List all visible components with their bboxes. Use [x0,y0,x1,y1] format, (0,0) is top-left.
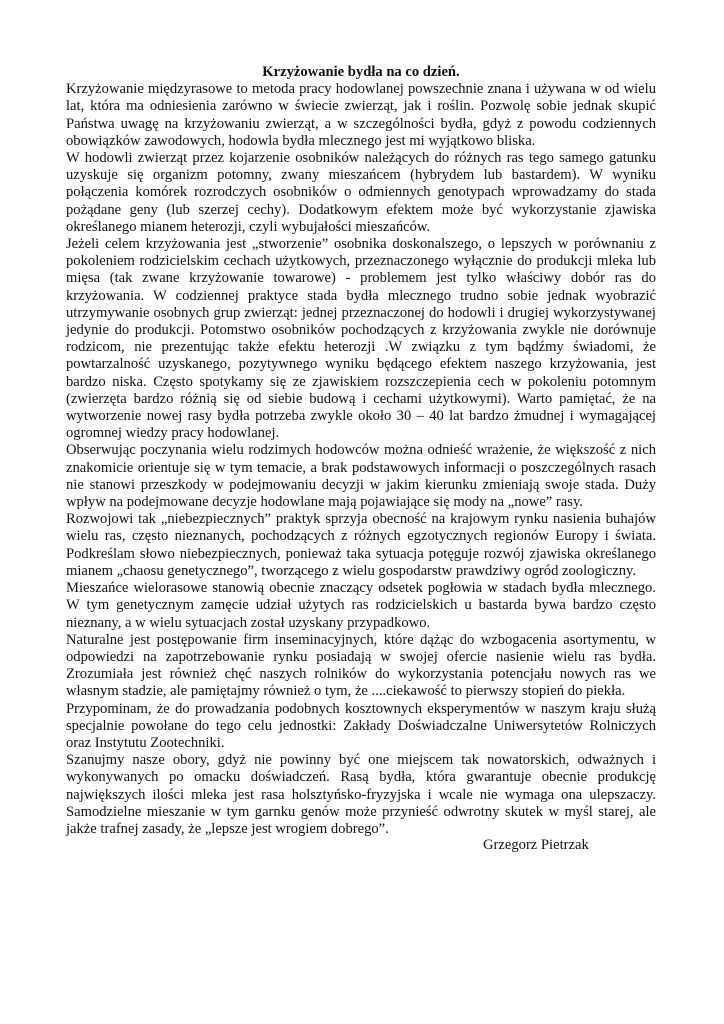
paragraph-dangerous-practices: Rozwojowi tak „niebezpiecznych” praktyk sprzyja obecność na krajowym rynku nasienia buhajów wielu ras, często nieznanych, pochodzących z różnych egzotycznych regionów Europy i świata. Podkreślam słowo niebezpiecznych, ponieważ taka sytuacja potęguje rozwój zjawiska określanego mianem „chaosu genetycznego”, tworzącego z wielu gospodarstw prawdziwy ogród zoologiczny. [66,511,656,579]
paragraph-breeder-observations: Obserwując poczynania wielu rodzimych hodowców można odnieść wrażenie, że większość z nich znakomicie orientuje się w tym temacie, a brak podstawowych informacji o poszczególnych rasach nie stanowi przeszkody w podejmowaniu decyzji w jakim kierunku zmieniają swoje stada. Duży wpływ na podejmowane decyzje hodowlane mają pojawiające się mody na „nowe” rasy. [66,442,656,511]
paragraph-conclusion: Szanujmy nasze obory, gdyż nie powinny być one miejscem tak nowatorskich, odważnych i wykonywanych po omacku doświadczeń. Rasą bydła, która gwarantuje obecnie produkcję największych ilości mleka jest rasa holsztyńsko-fryzyjska i wcale nie wymaga ona ulepszaczy. Samodzielne mieszanie w tym garnku genów może przynieść odwrotny skutek w myśl starej, ale jakże trafnej zasady, że „lepsze jest wrogiem dobrego”. [66,752,656,837]
paragraph-crossbreeding-goal: Jeżeli celem krzyżowania jest „stworzenie” osobnika doskonalszego, o lepszych w porównaniu z pokoleniem rodzicielskim cechach użytkowych, przeznaczonego wyłącznie do produkcji mleka lub mięsa (tak zwane krzyżowanie towarowe) - problemem jest tylko właściwy dobór ras do krzyżowania. W codziennej praktyce stada bydła mlecznego trudno sobie jednak wyobrazić utrzymywanie osobnych grup zwierząt: jednej przeznaczonej do hodowli i drugiej wykorzystywanej jedynie do produkcji. Potomstwo osobników pochodzących z krzyżowania zwykle nie dorównuje rodzicom, nie prezentując także efektu heterozji .W związku z tym bądźmy świadomi, że powtarzalność uzyskanego, pozytywnego wyniku będącego efektem naszego krzyżowania, jest bardzo niska. Często spotykamy się ze zjawiskiem rozszczepienia cech w pokoleniu potomnym (zwierzęta bardzo różnią się od siebie budową i cechami użytkowymi). Warto pamiętać, że na wytworzenie nowej rasy bydła potrzeba zwykle około 30 – 40 lat bardzo żmudnej i wymagającej ogromnej wiedzy pracy hodowlanej. [66,236,656,442]
paragraph-intro: Krzyżowanie międzyrasowe to metoda pracy hodowlanej powszechnie znana i używana w od wielu lat, która ma odniesienia zarówno w świecie zwierząt, jak i roślin. Pozwolę sobie jednak skupić Państwa uwagę na krzyżowaniu zwierząt, a w szczególności bydła, gdyż z powodu codziennych obowiązków zawodowych, hodowla bydła mlecznego jest mi wyjątkowo bliska. [66,81,656,149]
paragraph-insemination-firms: Naturalne jest postępowanie firm inseminacyjnych, które dążąc do wzbogacenia asortymentu, w odpowiedzi na zapotrzebowanie rynku posiadają w swojej ofercie nasienie wielu ras bydła. Zrozumiała jest również chęć naszych rolników do wykorzystania potencjału nowych ras we własnym stadzie, ale pamiętajmy również o tym, że ....ciekawość to pierwszy stopień do piekła. [66,631,656,700]
paragraph-hybrid-definition: W hodowli zwierząt przez kojarzenie osobników należących do różnych ras tego samego gatunku uzyskuje się organizm potomny, zwany mieszańcem (hybrydem lub bastardem). W wyniku połączenia komórek rozrodczych osobników o odmiennych genotypach wprowadzamy do stada pożądane geny (lub szerzej cechy). Dodatkowym efektem może być wykorzystanie zjawiska określanego mianem heterozji, czyli wybujałości mieszańców. [66,150,656,235]
paragraph-experimental-units: Przypominam, że do prowadzania podobnych kosztownych eksperymentów w naszym kraju służą specjalnie powołane do tego celu jednostki: Zakłady Doświadczalne Uniwersytetów Rolniczych oraz Instytutu Zootechniki. [66,700,656,751]
document-title: Krzyżowanie bydła na co dzień. [262,64,460,80]
author-signature: Grzegorz Pietrzak [483,837,589,853]
paragraph-multibreed-crosses: Mieszańce wielorasowe stanowią obecnie znaczący odsetek pogłowia w stadach bydła mlecznego. W tym genetycznym zamęcie udział użytych ras rodzicielskich u bastarda bywa bardzo często nieznany, a w wielu sytuacjach został uzyskany przypadkowo. [66,580,656,631]
document-page [66,64,656,838]
